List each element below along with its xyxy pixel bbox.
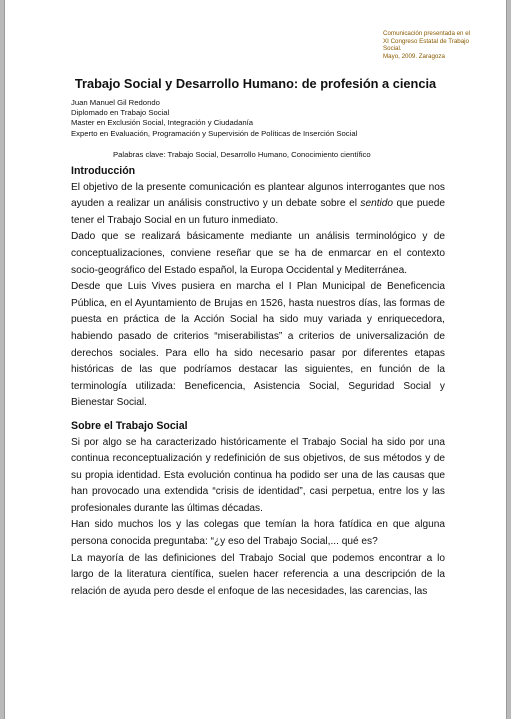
paragraph-text: que puede tener el Trabajo Social en un futuro inmediato. <box>71 198 445 226</box>
paragraph: La mayoría de las definiciones del Trabajo Social que podemos encontrar a lo largo de la literatura científica, suelen hacer referencia a una descripción de la relación de ayuda pero desde el enfoque de las necesidades, las carencias, las <box>71 552 445 597</box>
paragraph: Han sido muchos los y las colegas que temían la hora fatídica en que alguna persona conocida preguntaba: “¿y eso del Trabajo Social,... qué es? <box>71 519 445 548</box>
conference-note-line: Mayo, 2009. Zaragoza <box>383 52 445 60</box>
paragraph: Dado que se realizará básicamente mediante un análisis terminológico y de conceptualizaciones, conviene reseñar que se ha de enmarcar en el contexto socio-geográfico del Estado español, la Europa Occidental y Mediterránea. <box>71 231 445 276</box>
author-name: Juan Manuel Gil Redondo <box>71 98 160 107</box>
document-page <box>4 0 507 719</box>
conference-note-line: Social. <box>383 45 402 53</box>
emphasized-word: sentido <box>360 198 394 210</box>
author-credential: Experto en Evaluación, Programación y Supervisión de Políticas de Inserción Social <box>71 128 358 138</box>
author-credential: Master en Exclusión Social, Integración y Ciudadanía <box>71 118 254 128</box>
document-body <box>71 163 445 600</box>
conference-note-line: XI Congreso Estatal de Trabajo <box>383 37 469 45</box>
author-block <box>71 98 357 139</box>
document-title: Trabajo Social y Desarrollo Humano: de profesión a ciencia <box>74 76 437 91</box>
paragraph <box>71 180 445 230</box>
conference-note <box>383 30 501 60</box>
section-heading-intro: Introducción <box>71 165 136 177</box>
paragraph: Desde que Luis Vives pusiera en marcha el I Plan Municipal de Beneficencia Pública, en el Ayuntamiento de Brujas en 1526, hasta nuestros días, las formas de puesta en práctica de la Acción Social ha sido muy variada y enriquecedora, habiendo pasado de criterios “miserabilistas” a criterios de universalización de derechos sociales. Para ello ha sido necesario pasar por diferentes etapas históricas de las que podríamos destacar las siguientes, en función de la terminología utilizada: Beneficencia, Asistencia Social, Seguridad Social y Bienestar Social. <box>71 281 445 409</box>
section-heading-trabajo-social: Sobre el Trabajo Social <box>71 419 188 432</box>
paragraph-text: El objetivo de la presente comunicación es plantear algunos interrogantes que nos ayuden a realizar un análisis constructivo y un debate sobre el <box>71 181 445 210</box>
paragraph: Si por algo se ha caracterizado históricamente el Trabajo Social ha sido por una continua reconceptualización y redefinición de sus objetivos, de sus métodos y de su propia identidad. Esta evolución continua ha podido ser una de las causas que han provocado una extendida “crisis de identidad”, casi perpetua, entre los y las profesionales durante las últimas décadas. <box>71 436 445 514</box>
keywords: Palabras clave: Trabajo Social, Desarrollo Humano, Conocimiento científico <box>113 150 371 159</box>
author-credential: Diplomado en Trabajo Social <box>71 108 170 118</box>
conference-note-line: Comunicación presentada en el <box>383 30 471 37</box>
